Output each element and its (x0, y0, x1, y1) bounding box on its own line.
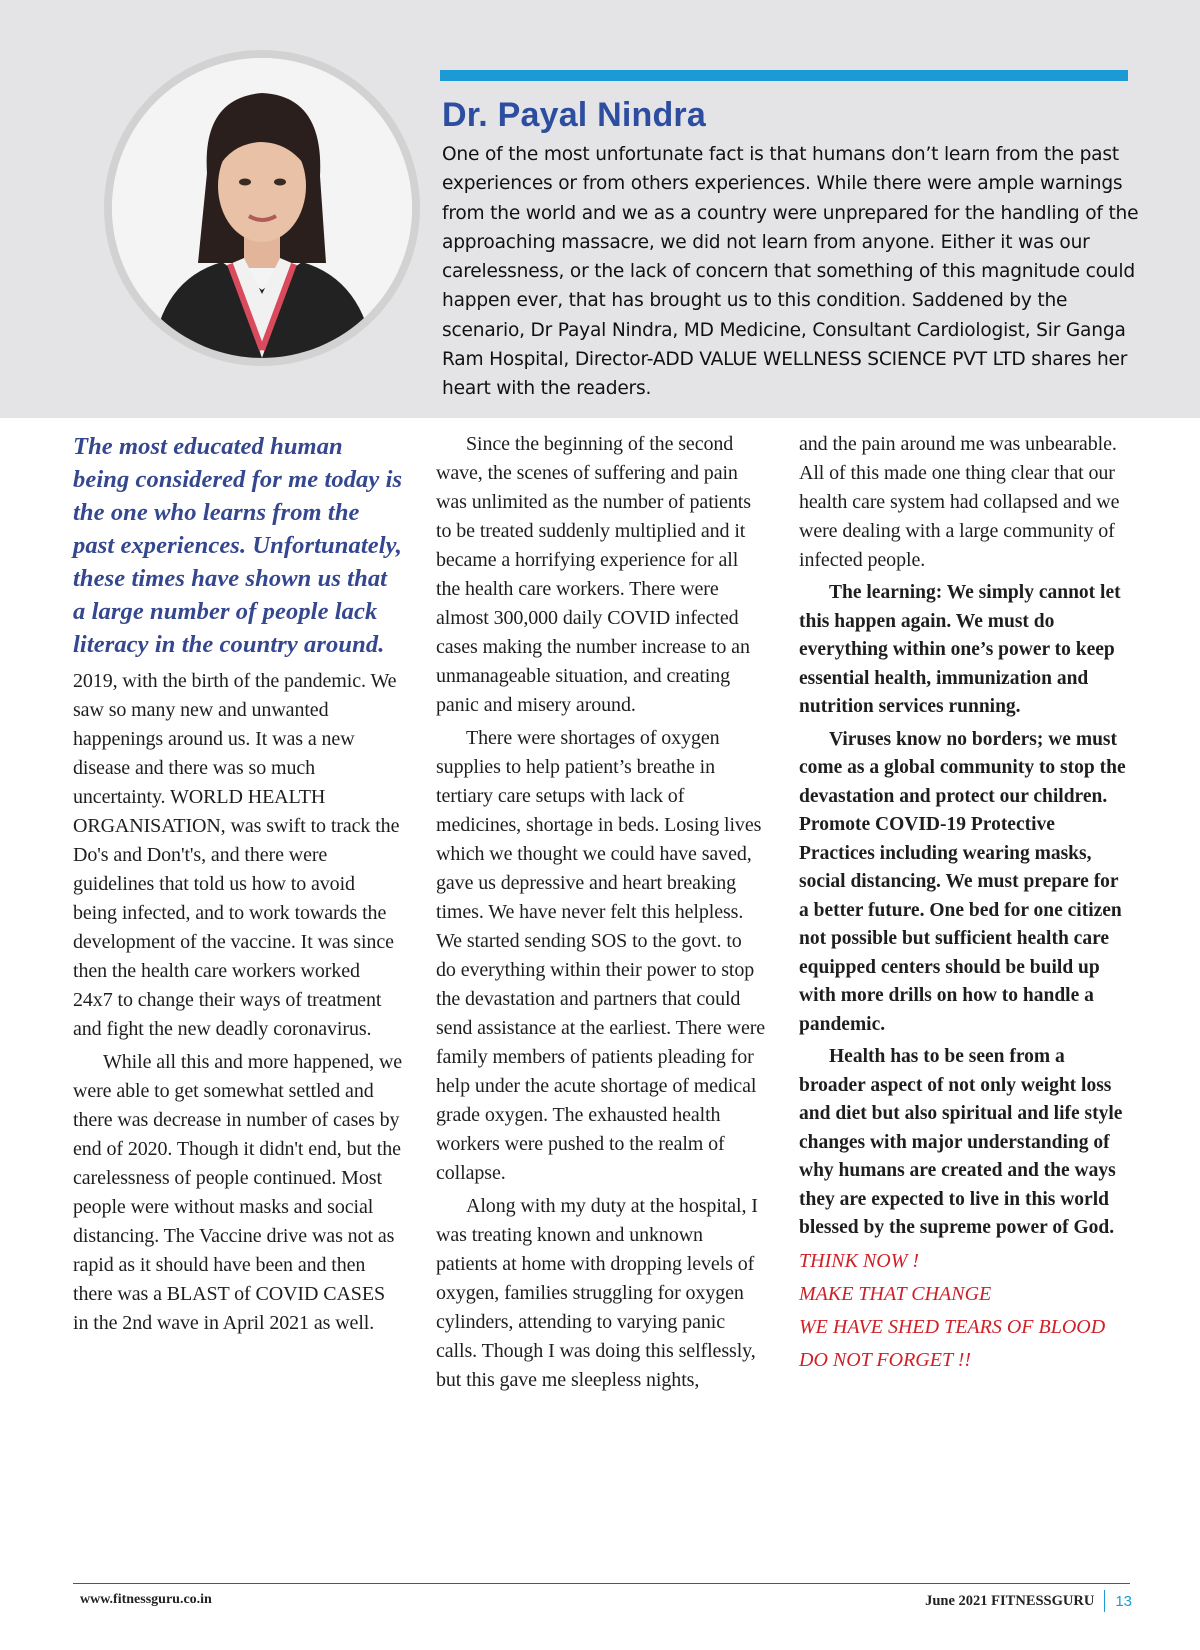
article-column-1 (73, 430, 403, 1342)
intro-paragraph: One of the most unfortunate fact is that humans don’t learn from the past experiences or from others experiences. While there were ample warnings from the world and we as a country were unprepared for the handling of the approaching massacre, we did not learn from anyone. Either it was our carelessness, or the lack of concern that something of this magnitude could happen ever, that has brought us to this condition. Saddened by the scenario, Dr Payal Nindra, MD Medicine, Consultant Cardiologist, Sir Ganga Ram Hospital, Director-ADD VALUE WELLNESS SCIENCE PVT LTD shares her heart with the readers. (442, 144, 1139, 400)
emphasis-paragraph: The learning: We simply cannot let this happen again. We must do everything within one’s power to keep essential health, immunization and nutrition services running. (799, 582, 1121, 717)
slogan-line: THINK NOW ! (799, 1249, 920, 1272)
author-portrait-illustration (112, 58, 412, 358)
body-paragraph-continued: and the pain around me was unbearable. All of this made one thing clear that our health care system had collapsed and we were dealing with a large community of infected people. (799, 433, 1120, 571)
footer-website-link[interactable]: www.fitnessguru.co.in (80, 1592, 212, 1607)
slogan-line: WE HAVE SHED TEARS OF BLOOD (799, 1315, 1106, 1338)
pull-quote: The most educated human being considered for me today is the one who learns from the past experiences. Unfortunately, these times have shown us that a large number of people lack literacy in the country around. (73, 433, 403, 658)
body-paragraph: While all this and more happened, we were able to get somewhat settled and there was decrease in number of cases by end of 2020. Though it didn't end, but the carelessness of people continued. Most people were without masks and social distancing. The Vaccine drive was not as rapid as it should have been and then there was a BLAST of COVID CASES in the 2nd wave in April 2021 as well. (73, 1051, 403, 1334)
article-column-3 (799, 430, 1129, 1379)
author-name: Dr. Payal Nindra (442, 96, 706, 134)
slogan-line: DO NOT FORGET !! (799, 1348, 972, 1371)
article-column-2 (436, 430, 766, 1399)
footer-divider (73, 1583, 1130, 1584)
article-body (0, 430, 1200, 1570)
footer-issue-info (925, 1590, 1132, 1612)
page-number: 13 (1115, 1592, 1132, 1610)
body-paragraph: 2019, with the birth of the pandemic. We saw so many new and unwanted happenings around us. It was a new disease and there was so much uncertainty. WORLD HEALTH ORGANISATION, was swift to track the Do's and Don't's, and there were guidelines that told us how to avoid being infected, and to work towards the development of the vaccine. It was since then the health care workers worked 24x7 to change their ways of treatment and fight the new deadly coronavirus. (73, 670, 400, 1040)
body-paragraph: There were shortages of oxygen supplies to help patient’s breathe in tertiary care setups with lack of medicines, shortage in beds. Losing lives which we thought we could have saved, gave us depressive and heart breaking times. We have never felt this helpless. We started sending SOS to the govt. to do everything within their power to stop the devastation and partners that could send assistance at the earliest. There were family members of patients pleading for help under the acute shortage of medical grade oxygen. The exhausted health workers were pushed to the realm of collapse. (436, 727, 766, 1184)
accent-bar (440, 70, 1128, 81)
emphasis-paragraph: Viruses know no borders; we must come as a global community to stop the devastation and protect our children. Promote COVID-19 Protective Practices including wearing masks, social distancing. We must prepare for a better future. One bed for one citizen not possible but sufficient health care equipped centers should be build up with more drills on how to handle a pandemic. (799, 728, 1126, 1035)
footer-issue-label: June 2021 FITNESSGURU (925, 1592, 1095, 1609)
body-paragraph: Along with my duty at the hospital, I was treating known and unknown patients at home with dropping levels of oxygen, families struggling for oxygen cylinders, attending to varying panic calls. Though I was doing this selflessly, but this gave me sleepless nights, (436, 1195, 758, 1391)
body-paragraph: Since the beginning of the second wave, the scenes of suffering and pain was unlimited as the number of patients to be treated suddenly multiplied and it became a horrifying experience for all the health care workers. There were almost 300,000 daily COVID infected cases making the number increase to an unmanageable situation, and creating panic and misery around. (436, 433, 751, 716)
footer-separator (1104, 1590, 1105, 1612)
author-photo (104, 50, 420, 366)
slogan-line: MAKE THAT CHANGE (799, 1282, 992, 1305)
emphasis-paragraph: Health has to be seen from a broader aspect of not only weight loss and diet but also spiritual and life style changes with major understanding of why humans are created and the ways they are expected to live in this world blessed by the supreme power of God. (799, 1046, 1123, 1238)
